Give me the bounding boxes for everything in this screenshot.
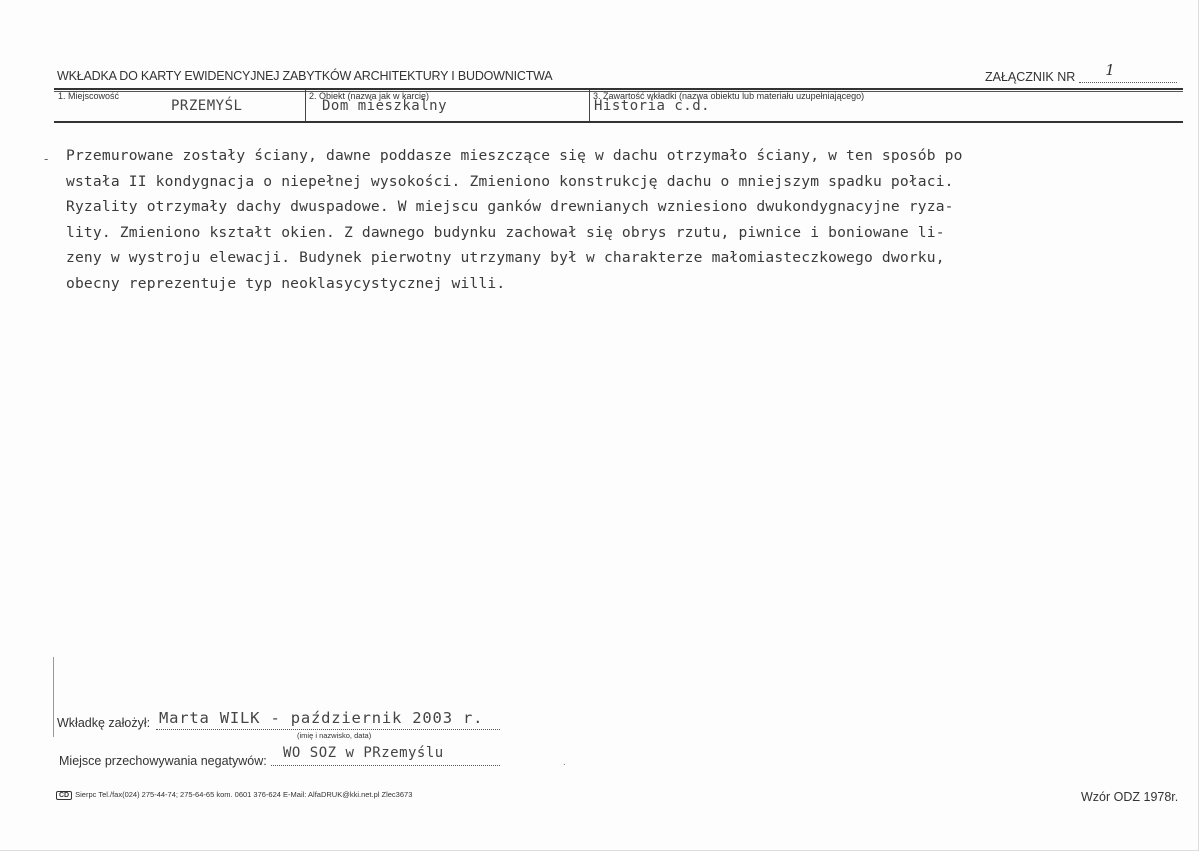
annex-label: ZAŁĄCZNIK NR <box>985 70 1076 84</box>
annex-field <box>985 61 1177 84</box>
template-designation: Wzór ODZ 1978r. <box>1081 790 1179 804</box>
printer-info: Sierpc Tel./fax(024) 275-44-74; 275-64-65 kom. 0601 376-624 E-Mail: AlfaDRUK@kki.net.pl Zlec3673 <box>75 790 413 799</box>
object-value: Dom mieszkalny <box>322 98 448 114</box>
negatives-location-value: WO SOZ w PRzemyślu <box>283 745 444 761</box>
created-by-dotted-line <box>156 729 500 730</box>
negatives-dotted-line <box>271 765 500 766</box>
left-margin-line <box>53 657 54 737</box>
margin-dash: - <box>44 151 49 166</box>
contents-value: Historia c.d. <box>594 98 711 114</box>
negatives-location-label: Miejsce przechowywania negatywów: <box>59 754 267 768</box>
annex-dotted-line <box>1079 61 1177 83</box>
body-line: Ryzality otrzymały dachy dwuspadowe. W miejscu ganków drewnianych wzniesiono dwukondygnacyjne ryza- <box>66 198 954 215</box>
created-by-hint: (imię i nazwisko, data) <box>297 731 372 740</box>
object-label: 2. Obiekt (nazwa jak w karcie) <box>309 91 430 101</box>
body-line: wstała II kondygnacja o niepełnej wysokości. Zmieniono konstrukcję dachu o mniejszym spadku połaci. <box>66 172 954 190</box>
locality-value: PRZEMYŚL <box>171 98 243 114</box>
created-by-label: Wkładkę założył: <box>57 716 151 730</box>
locality-label: 1. Miejscowość <box>58 91 120 101</box>
annex-number: 1 <box>1105 61 1115 79</box>
body-line: lity. Zmieniono kształt okien. Z dawnego budynku zachował się obrys rzutu, piwnice i boniowane li- <box>66 223 945 241</box>
created-by-value: Marta WILK - październik 2003 r. <box>159 709 484 727</box>
body-line: Przemurowane zostały ściany, dawne poddasze mieszczące się w dachu otrzymało ściany, w ten sposób po <box>66 147 963 164</box>
printer-imprint <box>56 790 412 800</box>
header-rule-bottom <box>54 121 1183 123</box>
typed-body-text <box>66 143 1176 296</box>
body-line: obecny reprezentuje typ neoklasycystycznej willi. <box>66 274 506 292</box>
field-divider-2 <box>589 90 590 121</box>
field-divider-1 <box>305 90 306 121</box>
form-title: WKŁADKA DO KARTY EWIDENCYJNEJ ZABYTKÓW ARCHITEKTURY I BUDOWNICTWA <box>57 69 553 83</box>
printer-logo: CD <box>56 791 72 800</box>
body-line: zeny w wystroju elewacji. Budynek pierwotny utrzymany był w charakterze małomiasteczkowego dworku, <box>66 249 945 266</box>
header-rule-top <box>54 88 1183 90</box>
contents-label: 3. Zawartość wkładki (nazwa obiektu lub materiału uzupełniającego) <box>593 91 865 101</box>
